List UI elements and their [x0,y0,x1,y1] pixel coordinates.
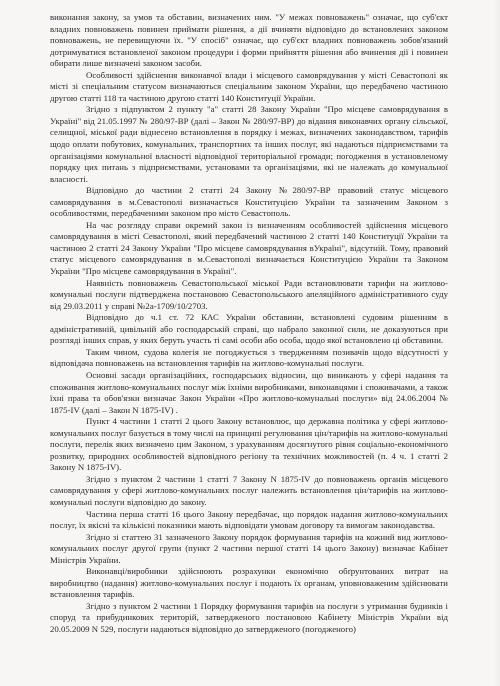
document-body [50,12,448,636]
paragraph: Особливості здійснення виконавчої влади і місцевого самоврядування у місті Севастополі як місті зі спеціальним статусом визначаються спеціальним законом України, що передбачено частиною другою статті 118 та частиною другою статті 140 Конституції України. [50,69,448,103]
paragraph: Виконавці/виробники здійснюють розрахунки економічно обґрунтованих витрат на виробництво (надання) житлово-комунальних послуг і подають їх органам, уповноваженим здійснювати встановлення тарифів. [50,566,448,600]
paragraph: Частина перша статті 16 цього Закону передбачає, що порядок надання житлово-комунальних послуг, їх якісні та кількісні показники мають відповідати умовам договору та вимогам законодавства. [50,508,448,531]
paragraph: Наявність повноважень Севастопольської міської Ради встановлювати тарифи на житлово-комунальні послуги підтверджена постановою Севастопольського апеляційного адміністративного суду від 29.03.2011 у справі №2а-1709/10/2703. [50,277,448,311]
paragraph: Згідно з пунктом 2 частини 1 статті 7 Закону N 1875-IV до повноважень органів місцевого самоврядування у сфері житлово-комунальних послуг належить встановлення цін/тарифів на житлово-комунальні послуги відповідно до закону. [50,473,448,507]
paragraph: На час розгляду справи окремий закон із визначенням особливостей здійснення місцевого самоврядування в місті Севастополі, який передбачений частиною 2 статті 140 Конституції України та частиною 2 статті 24 Закону України "Про місцеве самоврядування вУкраїні", відсутній. Тому, правовий статус місцевого самоврядування в м.Севастополі визначається Конституцією України та Законом України "Про місцеве самоврядування в Україні". [50,219,448,277]
page-edge-shadow [494,0,500,686]
paragraph: Таким чином, судова колегія не погоджується з твердженням позивачів щодо відсутності у відповідача повноважень на встановлення тарифів на житлово-комунальні послуги. [50,346,448,369]
paragraph: Згідно зі статтею 31 зазначеного Закону порядок формування тарифів на кожний вид житлово-комунальних послуг другої групи (пункт 2 частини першої статті 14 цього Закону) визначає Кабінет Міністрів України. [50,531,448,565]
paragraph: виконання закону, за умов та обставин, визначених ним. "У межах повноважень" означає, що суб'єкт владних повноважень повинен приймати рішення, а дії вчиняти відповідно до встановлених законом повноважень, не перевищуючи їх. "У спосіб" означає, що суб'єкт владних повноважень зобов'язаний дотримуватися встановленої законом процедури і форми прийняття рішення або вчинення дії і повинен обирати лише визначені законом засоби. [50,12,448,69]
paragraph: Відповідно до частини 2 статті 24 Закону №280/97-ВР правовий статус місцевого самоврядування в м.Севастополі визначається Конституцією України та зазначеним Законом з особливостями, передбаченими законом про місто Севастополь. [50,185,448,219]
paragraph: Відповідно до ч.1 ст. 72 КАС України обставини, встановлені судовим рішенням в адміністративній, цивільній або господарській справі, що набрало законної сили, не доказуються при розгляді інших справ, у яких беруть участь ті самі особи або особа, щодо якої встановлено ці обставини. [50,312,448,346]
paragraph: Згідно з підпунктом 2 пункту "а" статті 28 Закону України "Про місцеве самоврядування в Україні" від 21.05.1997 № 280/97-ВР (далі – Закон № 280/97-ВР) до відання виконавчих органу сільської, селищної, міської ради віднесено встановлення в порядку і межах, визначених законодавством, тарифів щодо оплати побутових, комунальних, транспортних та інших послуг, які надаються підприємствами та організаціями комунальної власності відповідної територіальної громади; погодження в установленому порядку цих питань з підприємствами, установами та організаціями, які не належать до комунальної власності. [50,104,448,184]
paragraph: Пункт 4 частини 1 статті 2 цього Закону встановлює, що державна політика у сфері житлово-комунальних послуг базується в тому числі на принципі регулювання цін/тарифів на житлово-комунальні послуги, перелік яких визначено цим Законом, з урахуванням досягнутого рівня соціально-економічного розвитку, природних особливостей відповідного регіону та технічних можливостей (п. 4 ч. 1 статті 2 Закону N 1875-IV). [50,416,448,473]
paragraph: Основні засади організаційних, господарських відносин, що виникають у сфері надання та споживання житлово-комунальних послуг між їхніми виробниками, виконавцями і споживачами, а також їхні права та обов'язки визначає Закон України «Про житлово-комунальні послуги» від 24.06.2004 № 1875-IV (далі – Закон N 1875-IV) . [50,369,448,415]
paragraph: Згідно з пунктом 2 частини 1 Порядку формування тарифів на послуги з утримання будинків і споруд та прибудинкових територій, затвердженого постановою Кабінету Міністрів України від 20.05.2009 N 529, послуги надаються відповідно до затвердженого (погодженого) [50,600,448,634]
